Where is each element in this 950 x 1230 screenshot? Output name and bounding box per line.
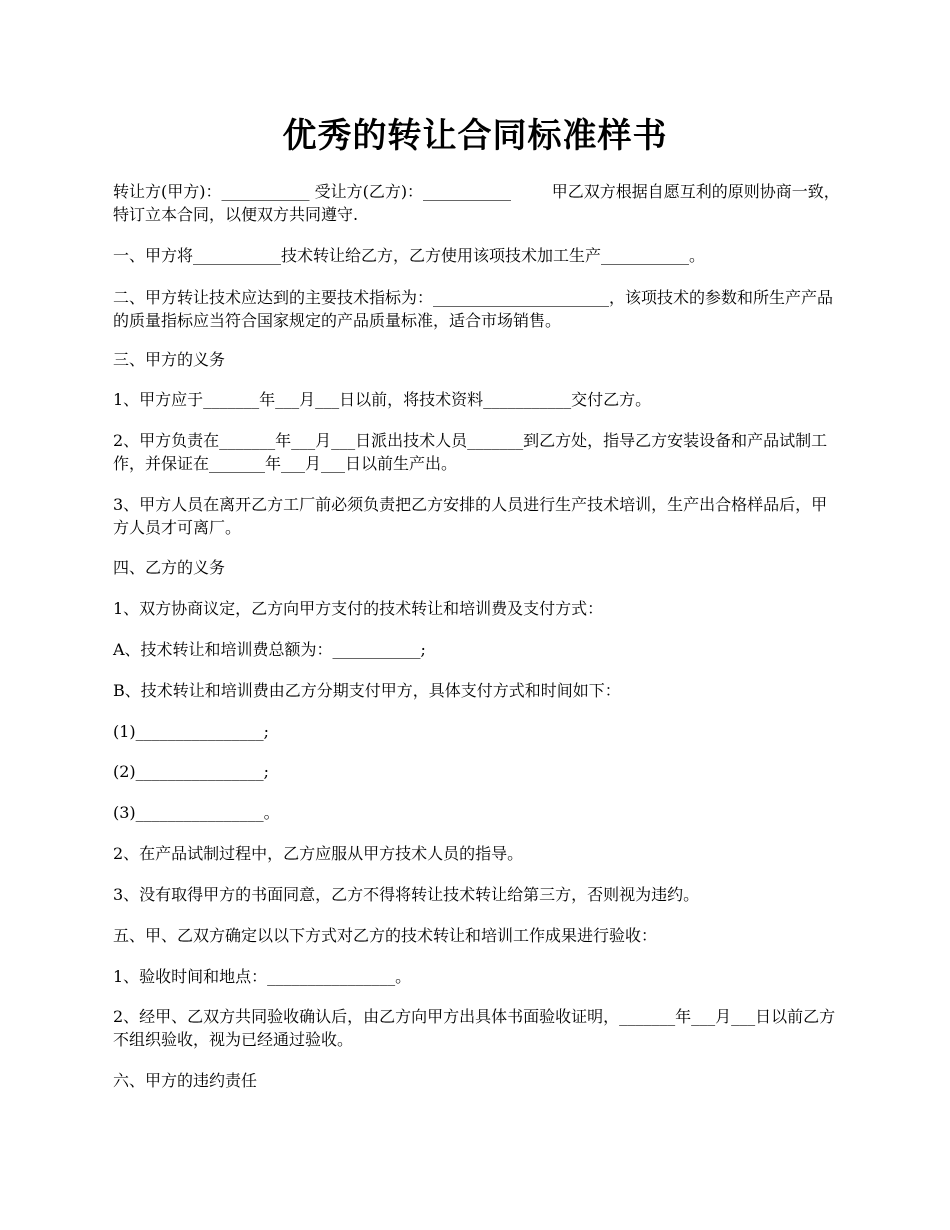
- section-heading-acceptance: 五、甲、乙双方确定以以下方式对乙方的技术转让和培训工作成果进行验收：: [113, 926, 658, 945]
- paragraph-clause-1: 一、甲方将___________技术转让给乙方，乙方使用该项技术加工生产___________。: [113, 246, 706, 265]
- paragraph-installment-3: (3)________________。: [113, 803, 280, 822]
- paragraph-fee-installments: B、技术转让和培训费由乙方分期支付甲方，具体支付方式和时间如下：: [113, 681, 621, 700]
- paragraph-b-duty-3: 3、没有取得甲方的书面同意，乙方不得将转让技术转让给第三方，否则视为违约。: [113, 885, 700, 904]
- document-title: 优秀的转让合同标准样书: [282, 116, 668, 156]
- paragraph-b-duty-1: 1、双方协商议定，乙方向甲方支付的技术转让和培训费及支付方式：: [113, 599, 604, 618]
- section-heading-party-b-duties: 四、乙方的义务: [113, 558, 226, 577]
- section-heading-party-a-duties: 三、甲方的义务: [113, 350, 226, 369]
- paragraph-b-duty-2: 2、在产品试制过程中，乙方应服从甲方技术人员的指导。: [113, 844, 524, 863]
- paragraph-installment-1: (1)________________;: [113, 722, 270, 741]
- paragraph-acceptance-1: 1、验收时间和地点：________________。: [113, 967, 412, 986]
- paragraph-installment-2: (2)________________;: [113, 762, 270, 781]
- paragraph-clause-2: 二、甲方转让技术应达到的主要技术指标为：______________________，该项技术的参数和所生产产品的质量指标应当符合国家规定的产品质量标准，适合市场销售。: [113, 288, 834, 330]
- paragraph-acceptance-2: 2、经甲、乙双方共同验收确认后，由乙方向甲方出具体书面验收证明，_______年___月___日以前乙方不组织验收，视为已经通过验收。: [113, 1007, 836, 1049]
- paragraph-parties: 转让方(甲方)：___________ 受让方(乙方)：___________ 甲乙双方根据自愿互利的原则协商一致，特订立本合同，以便双方共同遵守.: [113, 182, 840, 224]
- paragraph-fee-total: A、技术转让和培训费总额为：___________;: [113, 640, 426, 659]
- paragraph-a-duty-2: 2、甲方负责在_______年___月___日派出技术人员_______到乙方处，指导乙方安装设备和产品试制工作，并保证在_______年___月___日以前生产出。: [113, 431, 828, 473]
- paragraph-a-duty-1: 1、甲方应于_______年___月___日以前，将技术资料___________交付乙方。: [113, 390, 652, 409]
- section-heading-party-a-liability: 六、甲方的违约责任: [113, 1071, 258, 1090]
- paragraph-a-duty-3: 3、甲方人员在离开乙方工厂前必须负责把乙方安排的人员进行生产技术培训，生产出合格样品后，甲方人员才可离厂。: [113, 495, 828, 537]
